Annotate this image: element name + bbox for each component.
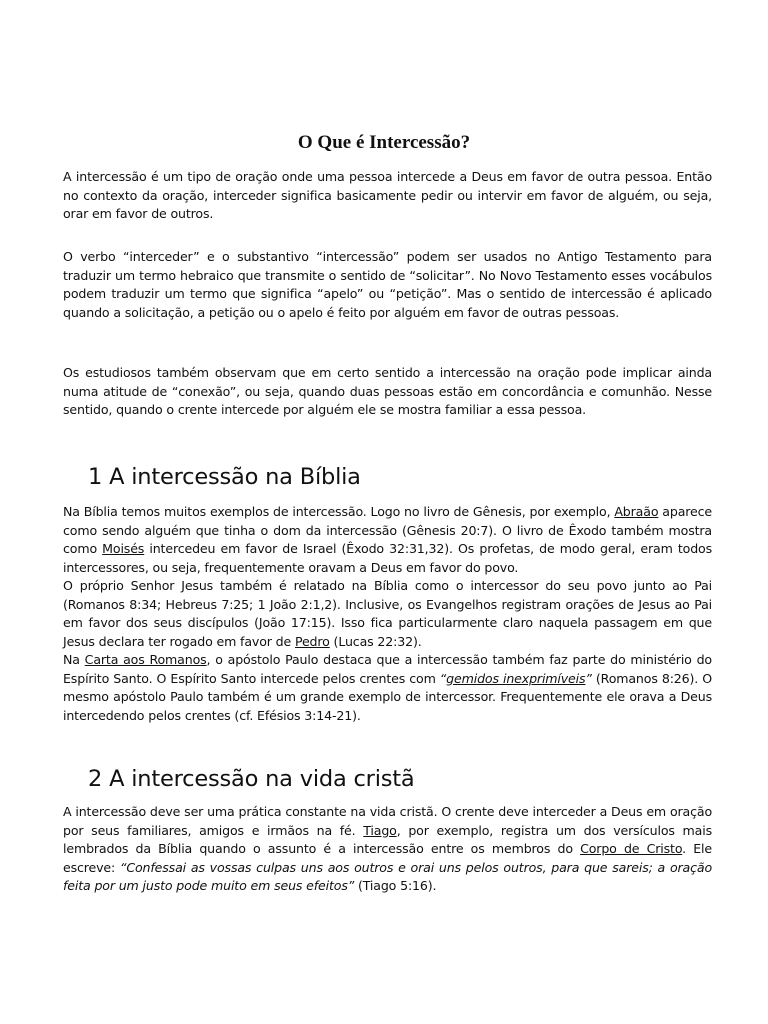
text-run: Na Bíblia temos muitos exemplos de intercessão. Logo no livro de Gênesis, por exemplo, — [63, 504, 615, 519]
intro-paragraph-3: Os estudiosos também observam que em certo sentido a intercessão na oração pode implicar ainda numa atitude de “conexão”, ou seja, quando duas pessoas estão em concordância e comunhão. Nesse sentido, quando o crente intercede por alguém ele se mostra familiar a essa pessoa. — [63, 365, 712, 417]
scripture-quote: “Confessai as vossas culpas uns aos outros e orai uns pelos outros, para que sareis; a oração feita por um justo pode muito em seus efeitos” — [63, 859, 712, 893]
link-abraao[interactable]: Abraão — [614, 504, 659, 519]
text-run: , por exemplo, registra um dos versículos mais lembrados da Bíblia quando o assunto é a intercessão entre os membros do — [63, 822, 713, 856]
link-carta-aos-romanos[interactable]: Carta aos Romanos — [84, 652, 207, 667]
text-run: , o apóstolo Paulo destaca que a intercessão também faz parte do ministério do Espírito Santo. O Espírito Santo intercede pelos crentes com — [63, 652, 712, 686]
text-run: O próprio Senhor Jesus também é relatado na Bíblia como o intercessor do seu povo junto ao Pai (Romanos 8:34; Hebreus 7:25; 1 João 2:1,2). Inclusive, os Evangelhos registram orações de Jesus ao Pai em favor dos seus discípulos (João 17:15). Isso fica particularmente claro naquela passagem em que Jesus declara ter rogado em favor de — [63, 578, 712, 649]
section1-paragraph — [63, 503, 712, 725]
text-run: (Lucas 22:32). — [329, 633, 422, 649]
intro-paragraph-2: O verbo “interceder” e o substantivo “intercessão” podem ser usados no Antigo Testamento para traduzir um termo hebraico que transmite o sentido de “solicitar”. No Novo Testamento esses vocábulos podem traduzir um termo que significa “apelo” ou “petição”. Mas o sentido de intercessão é aplicado quando a solicitação, a petição ou o apelo é feito por alguém em favor de outras pessoas. — [63, 249, 712, 320]
text-run: (Romanos 8:26). O mesmo apóstolo Paulo também é um grande exemplo de intercessor. Frequentemente ele orava a Deus intercedendo pelos crentes (cf. Efésios 3:14-21). — [63, 670, 712, 723]
section2-paragraph — [63, 803, 712, 896]
text-run: “ — [439, 670, 447, 686]
intro-paragraph-1: A intercessão é um tipo de oração onde uma pessoa intercede a Deus em favor de outra pessoa. Então no contexto da oração, interceder significa basicamente pedir ou intervir em favor de alguém, ou seja, orar em favor de outros. — [63, 169, 712, 221]
section-heading-biblia: 1 A intercessão na Bíblia — [88, 464, 361, 490]
text-run: intercedeu em favor de Israel (Êxodo 32:31,32). Os profetas, de modo geral, eram todos intercessores, ou seja, frequentemente oravam a Deus em favor do povo. — [63, 541, 713, 575]
page-title: O Que é Intercessão? — [297, 132, 471, 153]
text-run: A intercessão deve ser uma prática constante na vida cristã. O crente deve interceder a Deus em oração por seus familiares, amigos e irmãos na fé. — [63, 804, 712, 838]
link-moises[interactable]: Moisés — [102, 541, 145, 556]
text-run: (Tiago 5:16). — [354, 878, 437, 893]
text-run: aparece como sendo alguém que tinha o dom da intercessão (Gênesis 20:7). O livro de Êxodo também mostra como — [63, 504, 712, 556]
text-run: ” — [585, 670, 592, 686]
section-heading-vida-crista: 2 A intercessão na vida cristã — [88, 766, 415, 792]
link-corpo-de-cristo[interactable]: Corpo de Cristo — [580, 841, 683, 856]
text-run: Na — [63, 652, 85, 667]
text-run: . Ele escreve: — [63, 841, 712, 875]
link-gemidos-inexprimiveis[interactable]: gemidos inexprimíveis — [446, 670, 586, 686]
link-tiago[interactable]: Tiago — [363, 822, 397, 838]
link-pedro[interactable]: Pedro — [294, 633, 330, 649]
